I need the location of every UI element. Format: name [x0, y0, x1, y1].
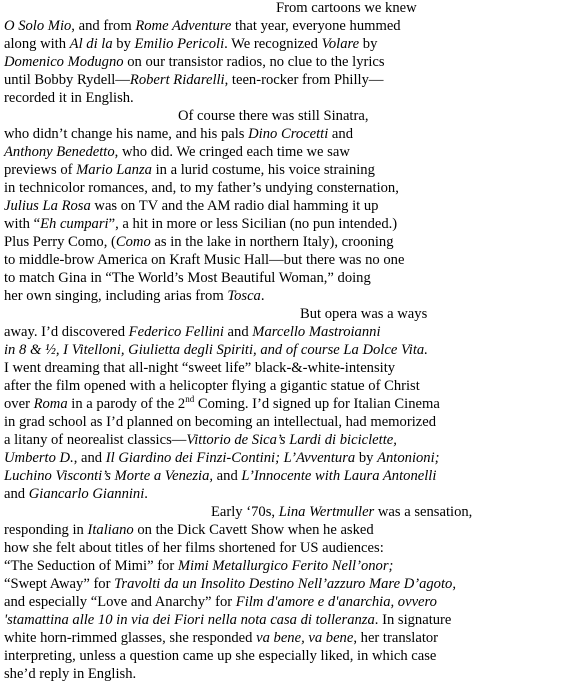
text-run: how she felt about titles of her films shortened for US audiences: [4, 540, 384, 556]
text-line [300, 305, 427, 323]
text-line [4, 431, 397, 449]
italic-text: Luchino Visconti’s Morte a Venezia, [4, 468, 214, 484]
text-run: to middle-brow America on Kraft Music Hall—but there was no one [4, 252, 405, 268]
text-line [4, 485, 148, 503]
italic-text: Umberto D. [4, 450, 74, 466]
text-line [4, 377, 420, 395]
text-run: “The Seduction of Mimi” for [4, 558, 178, 574]
text-run: Coming. I’d signed up for Italian Cinema [194, 396, 440, 412]
text-run: who didn’t change his name, and his pals [4, 126, 249, 142]
italic-text: Travolti da un Insolito Destino Nell’azzuro Mare D’agoto, [114, 576, 456, 592]
text-line [4, 125, 353, 143]
text-line [4, 89, 134, 107]
text-run: . [144, 486, 148, 502]
text-line [4, 197, 378, 215]
text-run: in technicolor romances, and, to my father’s undying consternation, [4, 180, 399, 196]
italic-text: Federico Fellini [128, 324, 224, 340]
text-line [4, 647, 436, 665]
italic-text: Lina Wertmuller [278, 504, 375, 520]
text-line [4, 179, 399, 197]
text-line [4, 665, 136, 683]
italic-text: Domenico Modugno [4, 54, 124, 70]
text-run: previews of [4, 162, 77, 178]
text-run: after the film opened with a helicopter flying a gigantic statue of Christ [4, 378, 420, 394]
italic-text: Il Giardino dei Finzi-Contini; L’Avventura [105, 450, 356, 466]
italic-text: Marcello Mastroianni [252, 324, 381, 340]
text-run: that year, everyone hummed [231, 18, 401, 34]
text-run: , and from [71, 18, 136, 34]
text-run: on the Dick Cavett Show when he asked [133, 522, 374, 538]
text-line [4, 413, 436, 431]
italic-text: Mimi Metallurgico Ferito Nell’onor; [177, 558, 394, 574]
text-line [178, 107, 368, 125]
text-line [4, 611, 451, 629]
italic-text: Dino Crocetti [248, 126, 329, 142]
text-line [4, 341, 428, 359]
text-run: and especially “Love and Anarchy” for [4, 594, 236, 610]
text-run: Early ‘70s, [211, 504, 279, 520]
italic-text: Rome Adventure [135, 18, 232, 34]
text-line [4, 161, 375, 179]
text-run: But opera was a ways [300, 306, 428, 322]
italic-text: Emilio Pericoli [134, 36, 225, 52]
text-line [4, 269, 371, 287]
text-run: interpreting, unless a question came up she especially liked, in which case [4, 648, 437, 664]
italic-text: L’Innocente with Laura Antonelli [241, 468, 437, 484]
text-run: . We recognized [224, 36, 322, 52]
italic-text: Film d'amore e d'anarchia, ovvero [235, 594, 437, 610]
text-run: along with [4, 36, 70, 52]
text-run: I went dreaming that all-night “sweet life” black-&-white-intensity [4, 360, 396, 376]
text-line [4, 575, 456, 593]
text-run: Plus Perry Como, ( [4, 234, 116, 250]
text-run: was on TV and the AM radio dial hamming it up [90, 198, 379, 214]
text-run: . [260, 288, 265, 304]
italic-text: Julius La Rosa [4, 198, 91, 214]
text-line [4, 287, 265, 305]
text-line [4, 233, 394, 251]
italic-text: Al di la [69, 36, 113, 52]
text-run: responding in [4, 522, 88, 538]
text-line [4, 629, 438, 647]
italic-text: Como [115, 234, 151, 250]
text-line [211, 503, 472, 521]
text-line [4, 557, 393, 575]
text-run: and [328, 126, 353, 142]
text-line [4, 323, 381, 341]
text-run: a litany of neorealist classics— [4, 432, 187, 448]
text-line [4, 521, 374, 539]
text-run: and [213, 468, 242, 484]
text-run: to match Gina in “The World’s Most Beautiful Woman,” doing [4, 270, 371, 286]
text-line [276, 0, 417, 17]
text-run: Of course there was still Sinatra, [178, 108, 369, 124]
text-run: by [359, 36, 378, 52]
text-line [4, 251, 404, 269]
italic-text: va bene, va bene [256, 630, 354, 646]
text-run: by [112, 36, 135, 52]
text-run: with “ [4, 216, 41, 232]
text-run: ”, a hit in more or less Sicilian (no pun intended.) [108, 216, 398, 232]
text-run: . In signature [374, 612, 452, 628]
text-run: “Swept Away” for [4, 576, 115, 592]
text-line [4, 467, 436, 485]
italic-text: Volare [321, 36, 360, 52]
text-line [4, 449, 440, 467]
text-run: was a sensation, [374, 504, 473, 520]
italic-text: in 8 & ½, I Vitelloni, Giulietta degli Spiriti, and of course La Dolce Vita. [4, 342, 428, 358]
text-line [4, 539, 384, 557]
text-run: nd [185, 394, 195, 405]
italic-text: 'stamattina alle 10 in via dei Fiori nella nota casa di tolleranza [4, 612, 375, 628]
text-run: she’d reply in English. [4, 666, 137, 682]
text-run: in grad school as I’d planned on becoming an intellectual, had memorized [4, 414, 436, 430]
italic-text: Eh cumpari [40, 216, 109, 232]
italic-text: Giancarlo Giannini [28, 486, 145, 502]
text-line [4, 71, 384, 89]
text-line [4, 215, 397, 233]
text-line [4, 53, 385, 71]
text-run: , who did. We cringed each time we saw [114, 144, 350, 160]
italic-text: O Solo Mio [4, 18, 72, 34]
text-run: in a parody of the 2 [67, 396, 186, 412]
text-run: over [4, 396, 34, 412]
text-run: and [4, 486, 29, 502]
text-run: , her translator [353, 630, 439, 646]
text-run: away. I’d discovered [4, 324, 129, 340]
italic-text: Mario Lanza [76, 162, 152, 178]
text-run: in a lurid costume, his voice straining [151, 162, 375, 178]
text-line [4, 593, 437, 611]
italic-text: Italiano [87, 522, 134, 538]
text-line [4, 17, 401, 35]
text-run: on our transistor radios, no clue to the lyrics [123, 54, 385, 70]
italic-text: Vittorio de Sica’s Lardi di biciclette, [186, 432, 397, 448]
italic-text: Tosca [227, 288, 261, 304]
text-run: and [223, 324, 253, 340]
text-line [4, 395, 440, 413]
text-line [4, 359, 395, 377]
italic-text: Antonioni; [377, 450, 440, 466]
italic-text: Roma [33, 396, 68, 412]
text-run: , teen-rocker from Philly— [224, 72, 384, 88]
italic-text: Robert Ridarelli [129, 72, 225, 88]
text-run: her own singing, including arias from [4, 288, 228, 304]
text-line [4, 143, 350, 161]
italic-text: Anthony Benedetto [4, 144, 115, 160]
text-run: recorded it in English. [4, 90, 134, 106]
text-run: white horn-rimmed glasses, she responded [4, 630, 257, 646]
text-run: until Bobby Rydell— [4, 72, 130, 88]
text-run: From cartoons we knew [276, 0, 417, 16]
text-run: , and [73, 450, 106, 466]
text-line [4, 35, 377, 53]
text-run: by [355, 450, 378, 466]
text-run: as in the lake in northern Italy), crooning [150, 234, 394, 250]
